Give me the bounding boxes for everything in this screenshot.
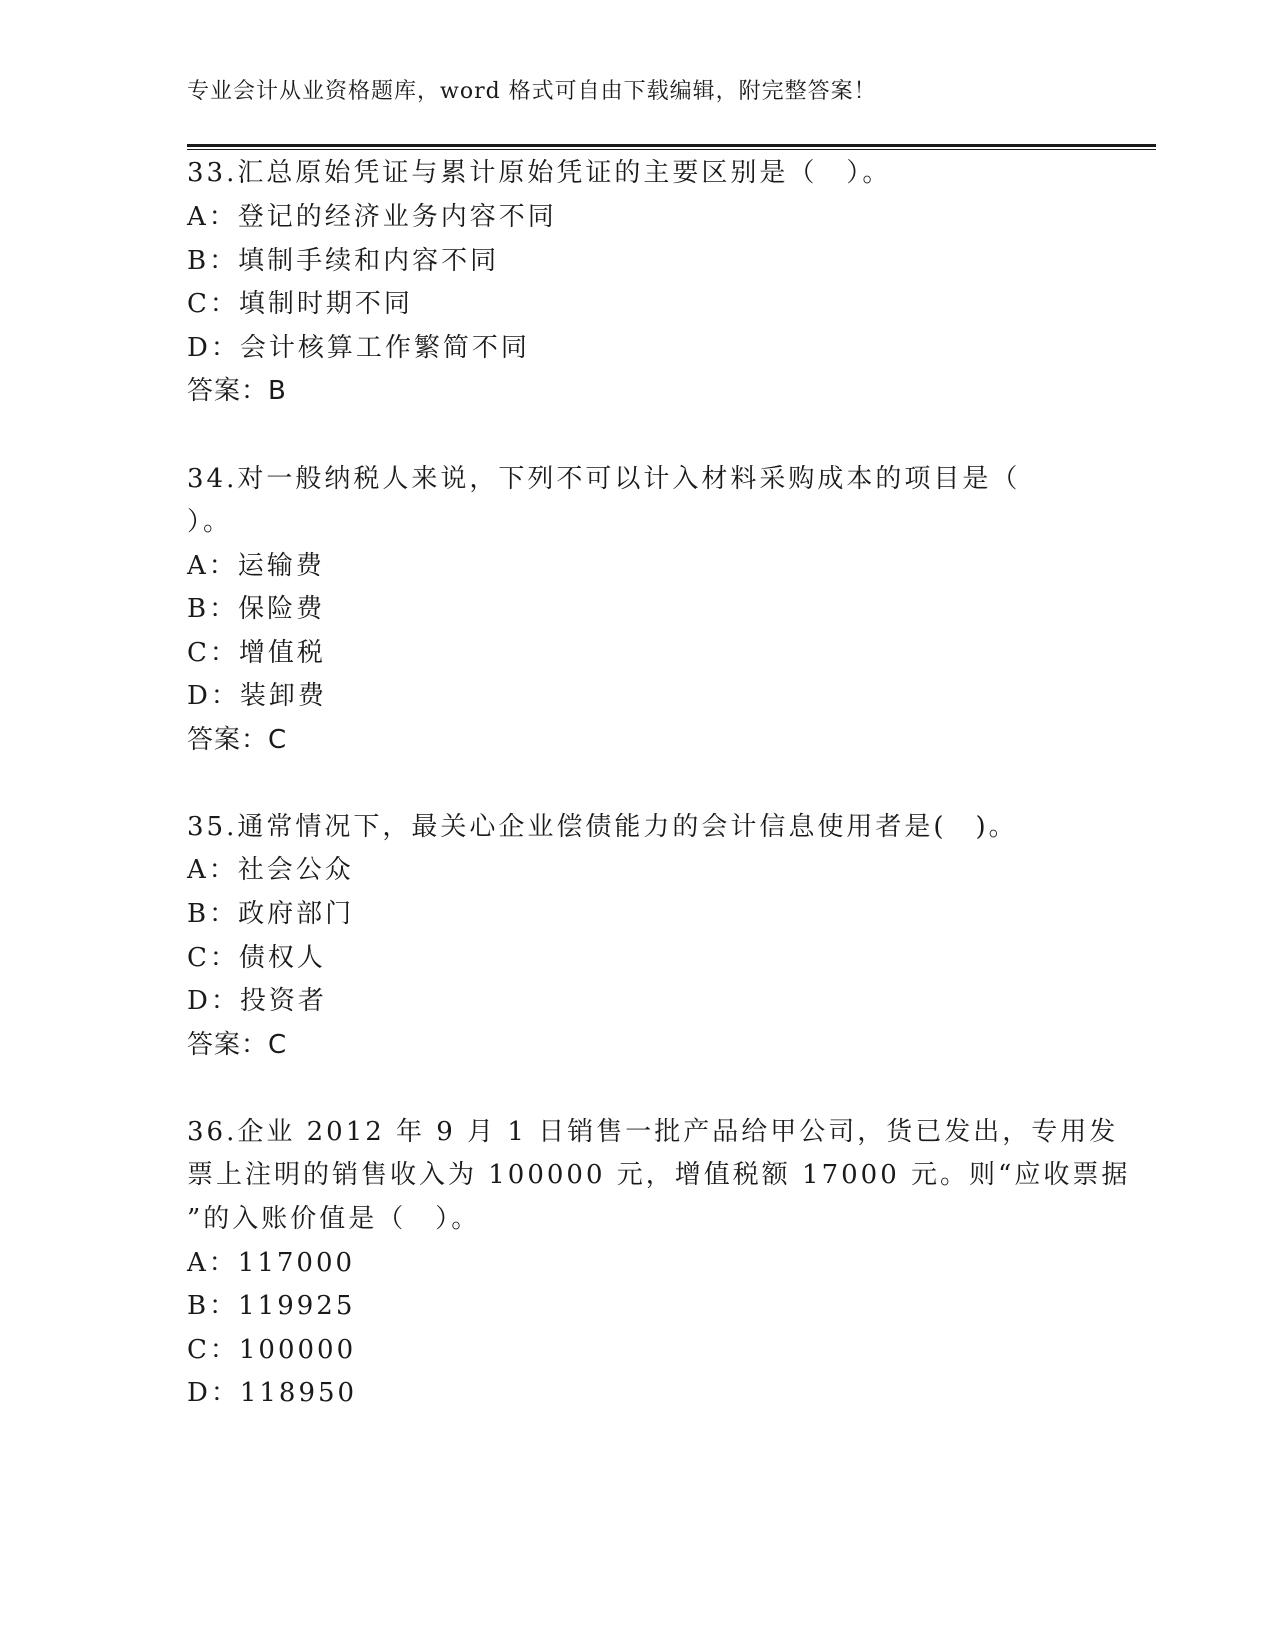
header-rule-thin xyxy=(187,149,1156,150)
question-36-option-a: A：117000 xyxy=(187,1248,356,1278)
question-33-answer: 答案：B xyxy=(187,376,287,406)
question-34-option-d: D：装卸费 xyxy=(187,681,327,711)
question-34-stem-line-1: 34.对一般纳税人来说，下列不可以计入材料采购成本的项目是（ xyxy=(187,464,1021,494)
question-35-answer: 答案：C xyxy=(187,1030,288,1060)
question-36-option-d: D：118950 xyxy=(187,1378,358,1408)
question-34-option-b: B：保险费 xyxy=(187,594,326,624)
question-36-stem-line-1: 36.企业 2012 年 9 月 1 日销售一批产品给甲公司，货已发出，专用发 xyxy=(187,1117,1119,1147)
question-33-option-c: C：填制时期不同 xyxy=(187,289,413,319)
question-33-option-a: A：登记的经济业务内容不同 xyxy=(187,202,557,232)
question-35-option-a: A：社会公众 xyxy=(187,855,354,885)
question-36-stem-line-2: 票上注明的销售收入为 100000 元，增值税额 17000 元。则“应收票据 xyxy=(187,1160,1131,1190)
question-35-stem: 35.通常情况下，最关心企业偿债能力的会计信息使用者是( )。 xyxy=(187,812,1018,842)
question-33-stem: 33.汇总原始凭证与累计原始凭证的主要区别是（ ）。 xyxy=(187,158,892,188)
question-35-option-b: B：政府部门 xyxy=(187,899,355,929)
question-33-option-d: D：会计核算工作繁简不同 xyxy=(187,333,530,363)
question-34-answer: 答案：C xyxy=(187,725,288,755)
question-34-option-c: C：增值税 xyxy=(187,638,326,668)
question-36-option-b: B：119925 xyxy=(187,1291,356,1321)
question-35-option-c: C：债权人 xyxy=(187,943,326,973)
header-rule xyxy=(187,144,1156,150)
question-35-option-d: D：投资者 xyxy=(187,986,327,1016)
question-34-stem-line-2: ）。 xyxy=(187,507,233,537)
question-34-option-a: A：运输费 xyxy=(187,551,325,581)
question-36-option-c: C：100000 xyxy=(187,1335,357,1365)
question-36-stem-line-3: ”的入账价值是（ ）。 xyxy=(187,1204,481,1234)
header-rule-thick xyxy=(187,144,1156,147)
question-33-option-b: B：填制手续和内容不同 xyxy=(187,246,500,276)
page-header: 专业会计从业资格题库，word 格式可自由下载编辑，附完整答案！ xyxy=(187,79,877,104)
